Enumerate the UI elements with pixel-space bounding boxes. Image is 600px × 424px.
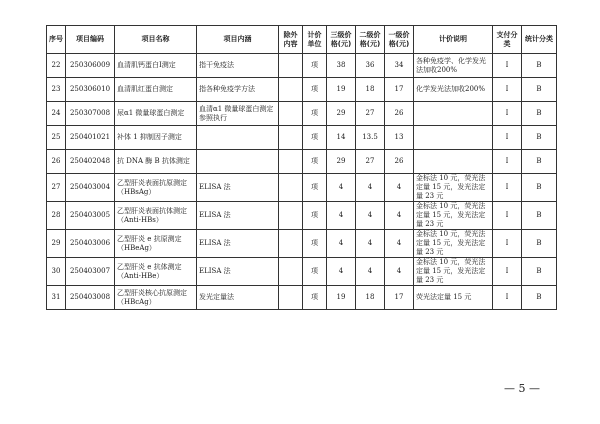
cell-payment: Ⅰ: [493, 102, 522, 126]
cell-price-1: 26: [385, 102, 414, 126]
header-name: 项目名称: [115, 26, 197, 54]
cell-note: 金标法 10 元，荧光法定量 15 元，发光法定量 23 元: [414, 174, 493, 202]
cell-unit: 项: [303, 230, 327, 258]
cell-content: ELISA 法: [197, 230, 279, 258]
cell-stat: B: [522, 174, 557, 202]
cell-price-1: 17: [385, 286, 414, 310]
cell-unit: 项: [303, 258, 327, 286]
cell-price-1: 4: [385, 230, 414, 258]
table-row: [47, 202, 557, 230]
cell-unit: 项: [303, 202, 327, 230]
header-note: 计价说明: [414, 26, 493, 54]
cell-stat: B: [522, 202, 557, 230]
cell-note: 各种免疫学、化学发光法加收200%: [414, 54, 493, 78]
cell-payment: Ⅰ: [493, 286, 522, 310]
cell-payment: Ⅰ: [493, 54, 522, 78]
cell-price-2: 4: [356, 174, 385, 202]
cell-price-1: 4: [385, 202, 414, 230]
cell-name: 补体 1 抑制因子测定: [115, 126, 197, 150]
cell-index: 26: [47, 150, 66, 174]
cell-code: 250307008: [66, 102, 115, 126]
cell-index: 31: [47, 286, 66, 310]
cell-stat: B: [522, 102, 557, 126]
table-body: [47, 54, 557, 310]
cell-name: 乙型肝炎 e 抗体测定（Anti-HBe）: [115, 258, 197, 286]
cell-content: 发光定量法: [197, 286, 279, 310]
cell-stat: B: [522, 230, 557, 258]
cell-price-3: 14: [327, 126, 356, 150]
cell-stat: B: [522, 150, 557, 174]
cell-price-2: 13.5: [356, 126, 385, 150]
cell-content: ELISA 法: [197, 202, 279, 230]
cell-price-3: 29: [327, 150, 356, 174]
header-index: 序号: [47, 26, 66, 54]
cell-note: 荧光法定量 15 元: [414, 286, 493, 310]
header-exclusion: 除外内容: [279, 26, 303, 54]
cell-note: 金标法 10 元，荧光法定量 15 元，发光法定量 23 元: [414, 230, 493, 258]
cell-payment: Ⅰ: [493, 78, 522, 102]
cell-index: 25: [47, 126, 66, 150]
cell-index: 22: [47, 54, 66, 78]
cell-index: 27: [47, 174, 66, 202]
header-price-2: 二级价格(元): [356, 26, 385, 54]
table-row: [47, 126, 557, 150]
cell-price-3: 38: [327, 54, 356, 78]
cell-note: [414, 150, 493, 174]
cell-exclusion: [279, 126, 303, 150]
cell-unit: 项: [303, 78, 327, 102]
table-row: [47, 230, 557, 258]
cell-price-1: 17: [385, 78, 414, 102]
cell-note: 金标法 10 元，荧光法定量 15 元，发光法定量 23 元: [414, 202, 493, 230]
cell-code: 250403005: [66, 202, 115, 230]
cell-payment: Ⅰ: [493, 126, 522, 150]
cell-note: 金标法 10 元，荧光法定量 15 元，发光法定量 23 元: [414, 258, 493, 286]
cell-code: 250403007: [66, 258, 115, 286]
cell-price-2: 27: [356, 150, 385, 174]
cell-payment: Ⅰ: [493, 202, 522, 230]
header-price-1: 一级价格(元): [385, 26, 414, 54]
cell-exclusion: [279, 286, 303, 310]
cell-name: 血清肌红蛋白测定: [115, 78, 197, 102]
table-row: [47, 78, 557, 102]
header-unit: 计价单位: [303, 26, 327, 54]
cell-payment: Ⅰ: [493, 174, 522, 202]
cell-exclusion: [279, 230, 303, 258]
cell-code: 250402048: [66, 150, 115, 174]
cell-name: 乙型肝炎核心抗原测定（HBcAg）: [115, 286, 197, 310]
cell-price-1: 4: [385, 258, 414, 286]
cell-content: [197, 150, 279, 174]
cell-exclusion: [279, 102, 303, 126]
cell-index: 29: [47, 230, 66, 258]
cell-price-1: 34: [385, 54, 414, 78]
cell-unit: 项: [303, 126, 327, 150]
cell-price-3: 4: [327, 174, 356, 202]
cell-index: 24: [47, 102, 66, 126]
cell-price-3: 29: [327, 102, 356, 126]
cell-price-2: 36: [356, 54, 385, 78]
cell-content: 指干免疫法: [197, 54, 279, 78]
cell-code: 250401021: [66, 126, 115, 150]
cell-content: ELISA 法: [197, 258, 279, 286]
cell-code: 250306010: [66, 78, 115, 102]
cell-price-1: 4: [385, 174, 414, 202]
cell-stat: B: [522, 286, 557, 310]
cell-content: 指各种免疫学方法: [197, 78, 279, 102]
cell-exclusion: [279, 78, 303, 102]
fee-table: [46, 25, 557, 310]
cell-exclusion: [279, 258, 303, 286]
cell-index: 23: [47, 78, 66, 102]
cell-stat: B: [522, 78, 557, 102]
cell-code: 250403008: [66, 286, 115, 310]
cell-exclusion: [279, 174, 303, 202]
cell-price-3: 4: [327, 258, 356, 286]
cell-unit: 项: [303, 286, 327, 310]
table-row: [47, 258, 557, 286]
cell-price-3: 19: [327, 286, 356, 310]
cell-payment: Ⅰ: [493, 258, 522, 286]
cell-name: 抗 DNA 酶 B 抗体测定: [115, 150, 197, 174]
cell-exclusion: [279, 54, 303, 78]
cell-payment: Ⅰ: [493, 230, 522, 258]
header-code: 项目编码: [66, 26, 115, 54]
cell-price-1: 13: [385, 126, 414, 150]
table-row: [47, 174, 557, 202]
header-stat: 统计分类: [522, 26, 557, 54]
cell-name: 尿α1 微量球蛋白测定: [115, 102, 197, 126]
table-row: [47, 54, 557, 78]
header-row: [47, 26, 557, 54]
cell-exclusion: [279, 150, 303, 174]
cell-name: 乙型肝炎表面抗体测定（Anti-HBs）: [115, 202, 197, 230]
cell-index: 28: [47, 202, 66, 230]
cell-stat: B: [522, 258, 557, 286]
header-content: 项目内涵: [197, 26, 279, 54]
cell-price-1: 26: [385, 150, 414, 174]
cell-price-2: 27: [356, 102, 385, 126]
table-row: [47, 150, 557, 174]
cell-price-3: 19: [327, 78, 356, 102]
page-number: — 5 —: [504, 382, 540, 395]
cell-price-3: 4: [327, 230, 356, 258]
cell-note: [414, 126, 493, 150]
cell-stat: B: [522, 54, 557, 78]
cell-content: [197, 126, 279, 150]
cell-price-3: 4: [327, 202, 356, 230]
cell-stat: B: [522, 126, 557, 150]
cell-name: 乙型肝炎表面抗原测定（HBsAg）: [115, 174, 197, 202]
cell-unit: 项: [303, 102, 327, 126]
cell-price-2: 4: [356, 202, 385, 230]
cell-payment: Ⅰ: [493, 150, 522, 174]
cell-note: [414, 102, 493, 126]
cell-content: ELISA 法: [197, 174, 279, 202]
cell-exclusion: [279, 202, 303, 230]
cell-price-2: 4: [356, 230, 385, 258]
cell-content: 血清α1 微量球蛋白测定参照执行: [197, 102, 279, 126]
table-row: [47, 286, 557, 310]
cell-note: 化学发光法加收200%: [414, 78, 493, 102]
table-row: [47, 102, 557, 126]
cell-unit: 项: [303, 54, 327, 78]
cell-code: 250403004: [66, 174, 115, 202]
cell-code: 250306009: [66, 54, 115, 78]
header-payment: 支付分类: [493, 26, 522, 54]
cell-unit: 项: [303, 174, 327, 202]
cell-price-2: 18: [356, 78, 385, 102]
cell-index: 30: [47, 258, 66, 286]
cell-name: 血清肌钙蛋白Ⅰ测定: [115, 54, 197, 78]
header-price-3: 三级价格(元): [327, 26, 356, 54]
cell-unit: 项: [303, 150, 327, 174]
cell-name: 乙型肝炎 e 抗原测定（HBeAg）: [115, 230, 197, 258]
cell-price-2: 4: [356, 258, 385, 286]
cell-price-2: 18: [356, 286, 385, 310]
cell-code: 250403006: [66, 230, 115, 258]
